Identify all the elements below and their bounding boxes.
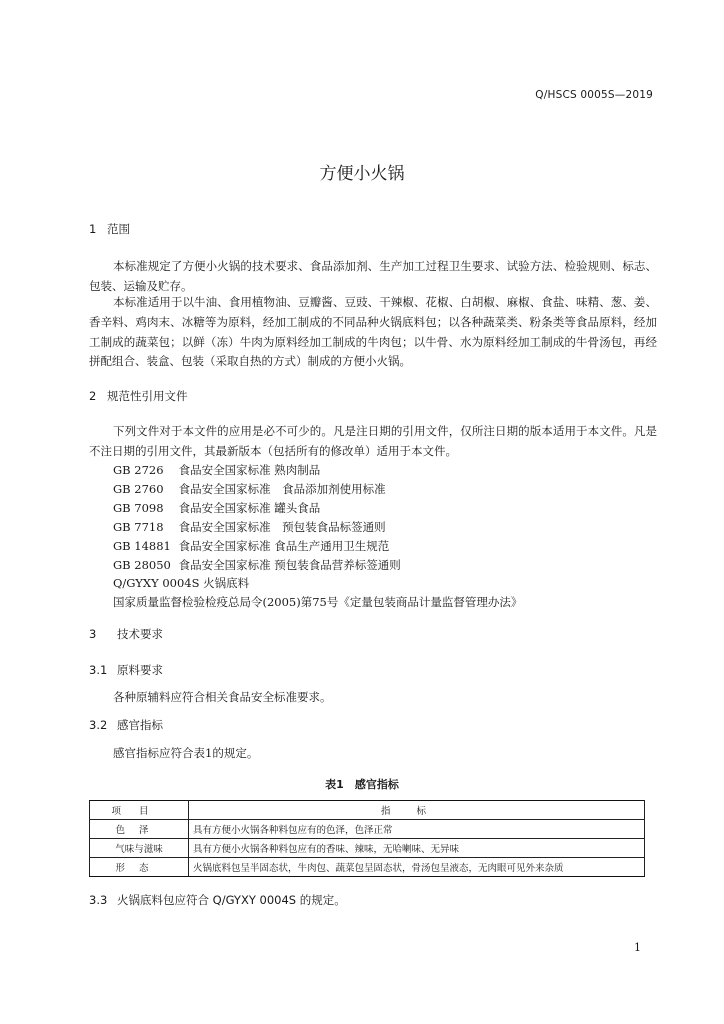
table-row (90, 858, 645, 877)
table-cell-requirement: 火锅底料包呈半固态状，牛肉包、蔬菜包呈固态状，骨汤包呈液态，无肉眼可见外来杂质 (189, 858, 645, 877)
table-header-item: 项目 (90, 801, 189, 820)
reference-item: 国家质量监督检验检疫总局令(2005)第75号《定量包装商品计量监督管理办法》 (113, 595, 523, 610)
section-2-heading (89, 388, 188, 404)
reference-item: Q/GYXY 0004S 火锅底料 (113, 576, 250, 591)
document-title: 方便小火锅 (319, 164, 405, 184)
section-title: 范围 (107, 222, 130, 236)
section-title: 原料要求 (117, 663, 163, 677)
table-cell-item: 气味与滋味 (90, 839, 189, 858)
section-title: 感官指标 (117, 718, 163, 732)
section-number: 3.1 (89, 663, 108, 677)
references-intro: 下列文件对于本文件的应用是必不可少的。凡是注日期的引用文件，仅所注日期的版本适用于本文件。凡是不注日期的引用文件，其最新版本（包括所有的修改单）适用于本文件。 (89, 424, 657, 458)
table-cell-item: 形态 (90, 858, 189, 877)
scope-paragraph-1: 本标准规定了方便小火锅的技术要求、食品添加剂、生产加工过程卫生要求、试验方法、检验规则、标志、包装、运输及贮存。 (89, 259, 657, 293)
section-title: 火锅底料包应符合 Q/GYXY 0004S 的规定。 (117, 893, 346, 907)
reference-item: GB 28050 食品安全国家标准 预包装食品营养标签通则 (113, 557, 401, 572)
reference-item: GB 14881 食品安全国家标准 食品生产通用卫生规范 (113, 538, 390, 553)
section-3-2-heading (89, 717, 163, 733)
section-1-heading (89, 221, 130, 237)
section-3-3-heading (89, 892, 346, 908)
table-row (90, 839, 645, 858)
scope-paragraph-2: 本标准适用于以牛油、食用植物油、豆瓣酱、豆豉、干辣椒、花椒、白胡椒、麻椒、食盐、味精、葱、姜、香辛料、鸡肉末、冰糖等为原料，经加工制成的不同品种火锅底料包；以各种蔬菜类、粉条类等食品原料，经加工制成的蔬菜包；以鲜（冻）牛肉为原料经加工制成的牛肉包；以牛骨、水为原料经加工制成的牛骨汤包，再经拼配组合、装盒、包装（采取自热的方式）制成的方便小火锅。 (89, 295, 657, 369)
section-number: 2 (89, 389, 97, 403)
reference-item: GB 2726 食品安全国家标准 熟肉制品 (113, 463, 321, 477)
section-number: 3.3 (89, 893, 108, 907)
reference-list (113, 461, 522, 612)
section-3-1-heading (89, 662, 163, 678)
section-title: 技术要求 (117, 627, 163, 641)
standard-code: Q/HSCS 0005S—2019 (535, 89, 653, 101)
table-caption: 表1 感官指标 (325, 778, 399, 791)
sensory-text: 感官指标应符合表1的规定。 (113, 746, 259, 760)
section-number: 3 (89, 627, 97, 641)
section-number: 3.2 (89, 718, 108, 732)
sensory-table (89, 800, 645, 877)
raw-material-text: 各种原辅料应符合相关食品安全标准要求。 (113, 690, 332, 704)
reference-item: GB 7718 食品安全国家标准 预包装食品标签通则 (113, 519, 386, 534)
table-row (90, 820, 645, 839)
table-cell-item: 色泽 (90, 820, 189, 839)
table-header-row (90, 801, 645, 820)
table-cell-requirement: 具有方便小火锅各种料包应有的香味、辣味，无哈喇味、无异味 (189, 839, 645, 858)
reference-item: GB 7098 食品安全国家标准 罐头食品 (113, 500, 321, 515)
section-number: 1 (89, 222, 97, 236)
page-number: 1 (634, 941, 641, 954)
reference-item: GB 2760 食品安全国家标准 食品添加剂使用标准 (113, 481, 386, 496)
table-cell-requirement: 具有方便小火锅各种料包应有的色泽，色泽正常 (189, 820, 645, 839)
table-header-requirement: 指标 (189, 801, 645, 820)
section-3-heading (89, 626, 163, 642)
section-title: 规范性引用文件 (107, 389, 188, 403)
